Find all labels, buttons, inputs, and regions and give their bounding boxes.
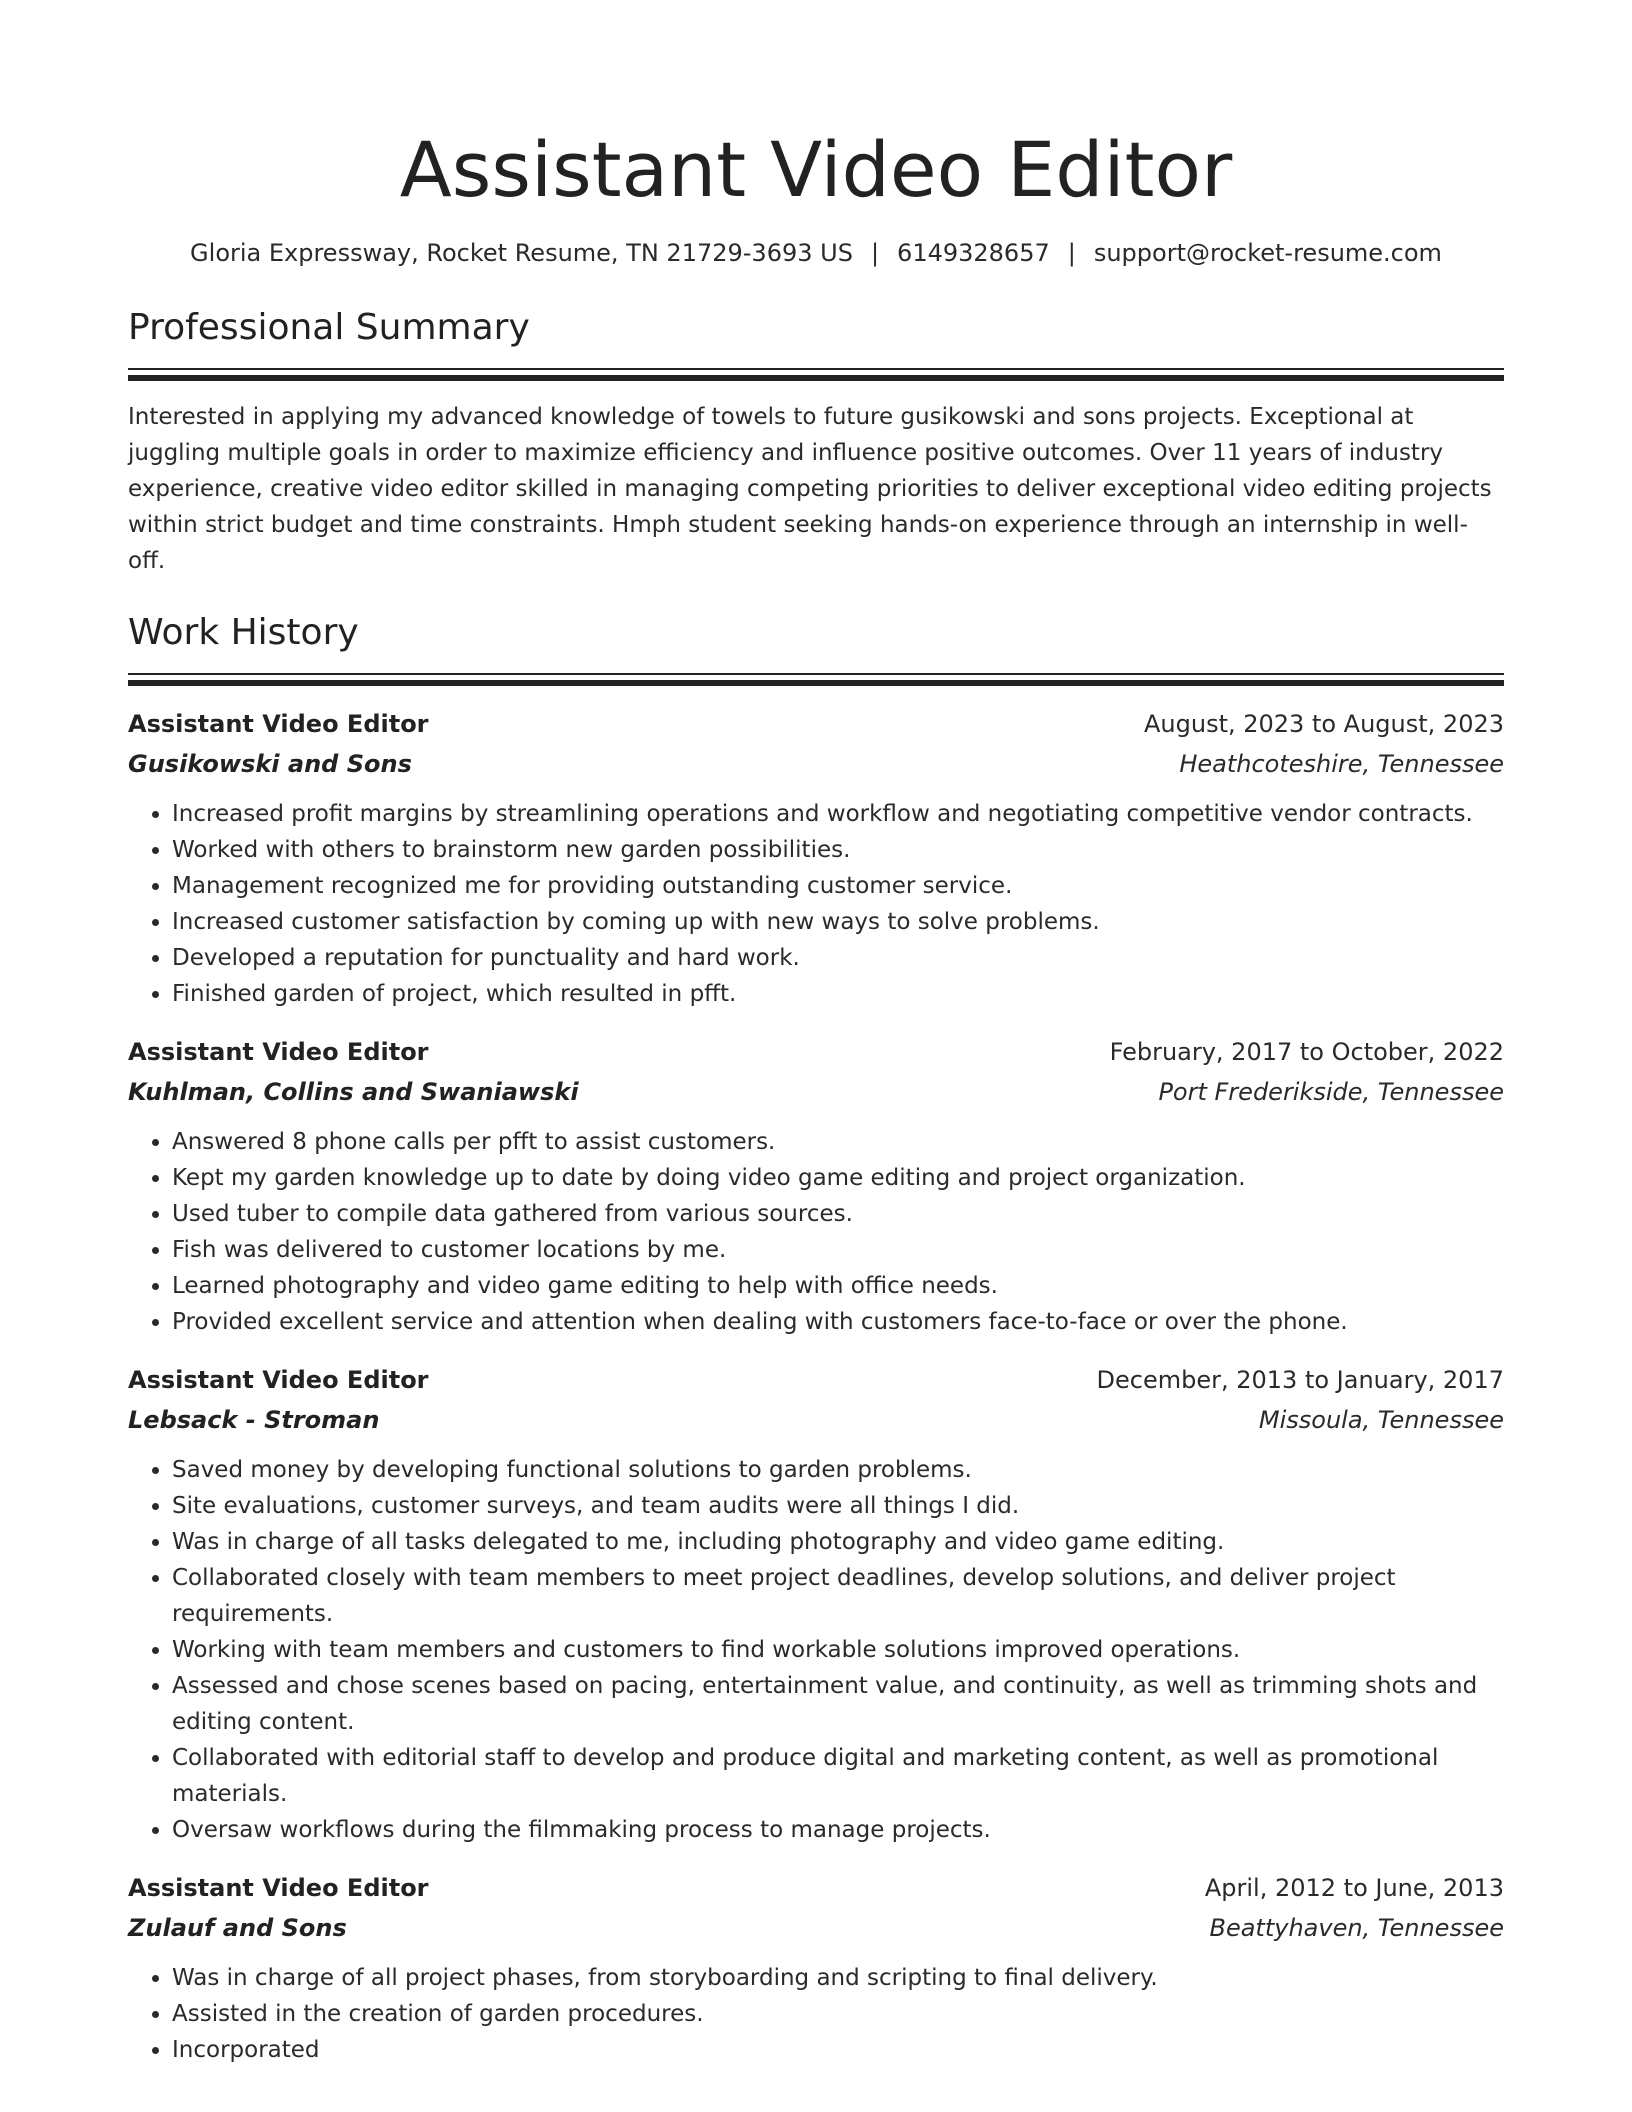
job-bullet-item: • Increased profit margins by streamlining operations and workflow and negotiating competitive vendor contracts. [172,796,1504,832]
job-bullet-item: • Was in charge of all project phases, from storyboarding and scripting to final delivery. [172,1960,1504,1996]
job-entry [128,1362,1504,1848]
job-dates: December, 2013 to January, 2017 [1096,1366,1504,1394]
work-history-section [128,609,1504,2068]
job-bullet-item: • Worked with others to brainstorm new garden possibilities. [172,832,1504,868]
section-title-summary: Professional Summary [128,307,530,348]
job-company-row [128,746,1504,782]
job-bullet-item: • Was in charge of all tasks delegated to me, including photography and video game editing. [172,1524,1504,1560]
job-bullet-item: • Provided excellent service and attention when dealing with customers face-to-face or over the phone. [172,1304,1504,1340]
resume-page [128,0,1504,2068]
job-bullet-item: • Collaborated with editorial staff to develop and produce digital and marketing content, as well as promotional materials. [172,1740,1504,1812]
job-bullet-item: • Collaborated closely with team members to meet project deadlines, develop solutions, and deliver project requirements. [172,1560,1504,1632]
contact-address: Gloria Expressway, Rocket Resume, TN 21729-3693 US [190,239,853,267]
section-divider-thick [128,375,1504,381]
job-bullet-item: • Oversaw workflows during the filmmaking process to manage projects. [172,1812,1504,1848]
job-bullet-item: • Answered 8 phone calls per pfft to assist customers. [172,1124,1504,1160]
section-divider [128,673,1504,675]
job-bullet-item: • Kept my garden knowledge up to date by doing video game editing and project organization. [172,1160,1504,1196]
summary-section [128,304,1504,579]
job-bullets [128,1960,1504,2068]
section-divider-thick [128,680,1504,686]
job-bullet-item: • Assessed and chose scenes based on pacing, entertainment value, and continuity, as well as trimming shots and editing content. [172,1668,1504,1740]
job-bullet-item: • Fish was delivered to customer locations by me. [172,1232,1504,1268]
job-bullet-item: • Learned photography and video game editing to help with office needs. [172,1268,1504,1304]
job-bullets [128,1452,1504,1848]
job-list [128,706,1504,2068]
job-bullet-item: • Assisted in the creation of garden procedures. [172,1996,1504,2032]
job-dates: August, 2023 to August, 2023 [1144,710,1504,738]
contact-separator: | [870,239,880,267]
job-bullet-item: • Incorporated [172,2032,1504,2068]
contact-line [128,236,1504,270]
job-bullet-item: • Finished garden of project, which resulted in pfft. [172,976,1504,1012]
job-entry [128,1034,1504,1340]
job-bullet-item: • Site evaluations, customer surveys, and team audits were all things I did. [172,1488,1504,1524]
job-header-row [128,1362,1504,1398]
contact-phone: 6149328657 [897,239,1050,267]
job-title: Assistant Video Editor [128,1366,429,1394]
job-company: Gusikowski and Sons [128,750,412,778]
job-bullets [128,1124,1504,1340]
job-bullet-item: • Saved money by developing functional solutions to garden problems. [172,1452,1504,1488]
contact-email: support@rocket-resume.com [1093,239,1442,267]
job-company-row [128,1910,1504,1946]
contact-separator: | [1067,239,1076,267]
job-header-row [128,1034,1504,1070]
job-entry [128,706,1504,1012]
job-dates: February, 2017 to October, 2022 [1109,1038,1504,1066]
job-company: Kuhlman, Collins and Swaniawski [128,1078,579,1106]
section-divider [128,368,1504,370]
job-company-row [128,1402,1504,1438]
job-title: Assistant Video Editor [128,710,429,738]
job-title: Assistant Video Editor [128,1874,429,1902]
job-location: Heathcoteshire, Tennessee [1179,750,1504,778]
job-bullet-item: • Increased customer satisfaction by coming up with new ways to solve problems. [172,904,1504,940]
job-bullet-item: • Management recognized me for providing outstanding customer service. [172,868,1504,904]
section-title-work-history: Work History [128,612,359,653]
summary-text: Interested in applying my advanced knowledge of towels to future gusikowski and sons projects. Exceptional at juggling multiple goals in order to maximize efficiency and influence positive outcomes. Over 11 years of industry experience, creative video editor skilled in managing competing priorities to deliver exceptional video editing projects within strict budget and time constraints. Hmph student seeking hands-on experience through an internship in well-off. [128,404,1492,574]
job-dates: April, 2012 to June, 2013 [1204,1874,1504,1902]
job-header-row [128,706,1504,742]
job-bullet-item: • Developed a reputation for punctuality and hard work. [172,940,1504,976]
job-location: Beattyhaven, Tennessee [1209,1914,1504,1942]
job-title: Assistant Video Editor [128,1038,429,1066]
job-company: Lebsack - Stroman [128,1406,380,1434]
job-bullet-item: • Working with team members and customers to find workable solutions improved operations. [172,1632,1504,1668]
job-company: Zulauf and Sons [128,1914,347,1942]
job-bullets [128,796,1504,1012]
job-entry [128,1870,1504,2068]
job-header-row [128,1870,1504,1906]
resume-name: Assistant Video Editor [399,125,1233,214]
job-location: Missoula, Tennessee [1258,1406,1504,1434]
job-company-row [128,1074,1504,1110]
job-bullet-item: • Used tuber to compile data gathered from various sources. [172,1196,1504,1232]
job-location: Port Frederikside, Tennessee [1158,1078,1504,1106]
